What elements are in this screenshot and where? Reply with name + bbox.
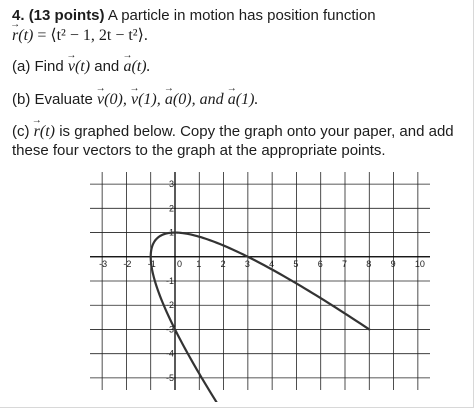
problem-number: 4. xyxy=(12,7,25,24)
part-b-v1: (1), xyxy=(138,91,161,108)
y-tick-label: -3 xyxy=(166,324,175,335)
x-tick-label: 1 xyxy=(196,258,202,269)
y-tick-label: -4 xyxy=(166,348,175,359)
x-tick-label: 5 xyxy=(293,258,299,269)
x-tick-label: -3 xyxy=(99,258,108,269)
part-c-line2 xyxy=(12,142,386,160)
y-tick-label: 3 xyxy=(169,179,175,190)
graph xyxy=(86,168,440,402)
part-a-and: and xyxy=(94,58,120,75)
y-tick-label: -1 xyxy=(166,276,175,286)
part-c-line1: (c) → r(t) is graphed below. Copy the graph onto your paper, and add xyxy=(12,123,454,141)
part-a: (a) Find → v(t) and → a(t). xyxy=(12,58,151,76)
y-tick-label: 2 xyxy=(169,203,175,214)
part-b-a1: (1). xyxy=(235,91,259,108)
part-c-text1: is graphed below. Copy the graph onto your paper, and add xyxy=(59,123,454,140)
part-c-text2: these four vectors to the graph at the appropriate points. xyxy=(12,142,386,159)
x-tick-label: 4 xyxy=(269,258,275,269)
x-tick-label: 7 xyxy=(342,258,348,269)
x-tick-label: 0 xyxy=(177,258,183,269)
part-b: (b) Evaluate → v(0), → v(1), → a(0), and → a(1). xyxy=(12,91,258,109)
position-function: → r(t) = ⟨t² − 1, 2t − t²⟩. xyxy=(12,27,148,45)
part-b-v0: (0), xyxy=(104,91,127,108)
x-tick-label: -1 xyxy=(147,258,156,269)
problem-points: (13 points) xyxy=(28,7,105,24)
x-tick-label: 6 xyxy=(317,258,323,269)
part-a-a: (t). xyxy=(131,58,151,75)
part-a-v: (t) xyxy=(74,58,91,75)
problem-header xyxy=(12,7,376,25)
part-c-label: (c) xyxy=(12,123,30,140)
part-b-a0: (0), and xyxy=(172,91,224,108)
x-tick-label: 9 xyxy=(390,258,396,269)
part-b-label: (b) Evaluate xyxy=(12,91,93,108)
x-tick-label: 10 xyxy=(414,258,425,269)
part-c-r: (t) xyxy=(39,123,56,140)
x-tick-label: 2 xyxy=(220,258,226,269)
x-tick-label: 8 xyxy=(366,258,372,269)
y-tick-label: -2 xyxy=(166,300,175,311)
r-vector-symbol: → r xyxy=(12,27,18,45)
x-tick-label: 3 xyxy=(244,258,250,269)
position-function-formula: = ⟨t² − 1, 2t − t²⟩. xyxy=(37,27,148,44)
x-tick-label: -2 xyxy=(123,258,132,269)
part-a-label: (a) Find xyxy=(12,58,64,75)
y-tick-label: -5 xyxy=(166,372,175,383)
position-curve xyxy=(151,233,370,402)
y-tick-label: 1 xyxy=(169,227,175,238)
problem-intro: A particle in motion has position function xyxy=(107,7,376,24)
